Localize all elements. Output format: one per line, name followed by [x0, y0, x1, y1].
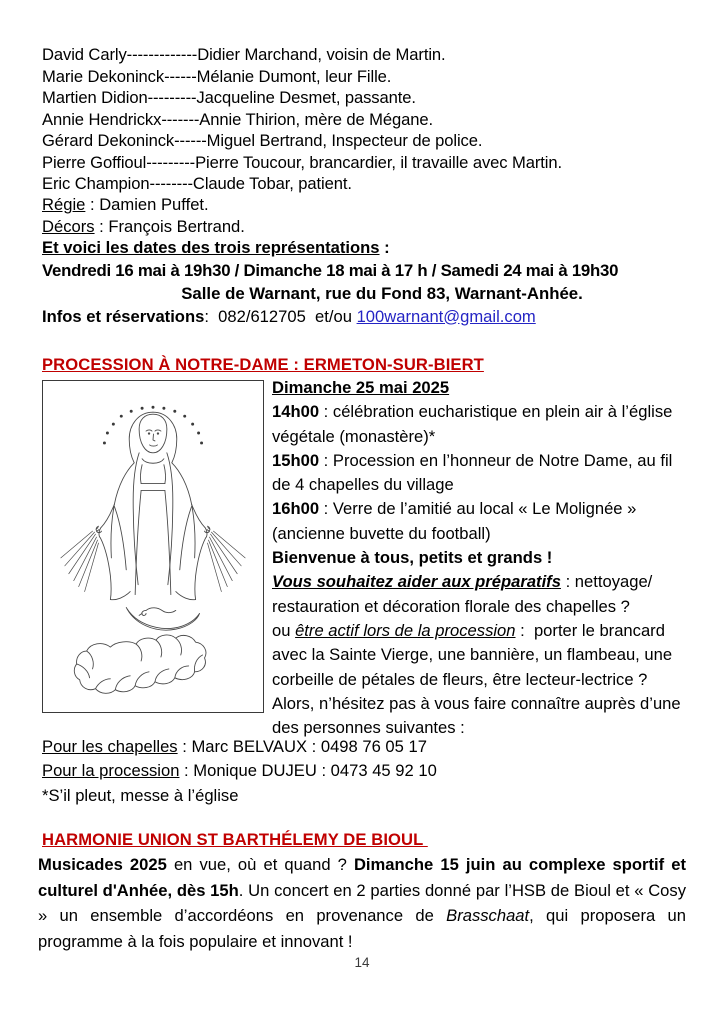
harmonie-text-1: en vue, où et quand ? — [166, 855, 354, 874]
harmonie-section-heading: HARMONIE UNION ST BARTHÉLEMY DE BIOUL — [42, 830, 428, 849]
harmonie-text-3: , qui proposera un programme à la fois populaire et innovant ! — [38, 906, 686, 951]
help-text: : nettoyage/ restauration et décoration florale des chapelles ? — [272, 572, 657, 616]
procession-item — [272, 400, 692, 449]
page-number: 14 — [354, 955, 370, 970]
virgin-mary-icon — [43, 381, 263, 712]
procession-contacts — [42, 735, 692, 808]
credits-block — [42, 194, 692, 329]
cast-line: Gérard Dekoninck------Miguel Bertrand, Inspecteur de police. — [42, 131, 483, 150]
procession-section-heading: PROCESSION À NOTRE-DAME : ERMETON-SUR-BIERT — [42, 355, 484, 374]
closing-line: Alors, n’hésitez pas à vous faire connaître auprès d’une des personnes suivantes : — [272, 693, 686, 738]
email-link[interactable]: 100warnant@gmail.com — [356, 306, 536, 326]
decors-value: : François Bertrand. — [94, 216, 245, 236]
musicades-title: Musicades 2025 — [38, 855, 167, 874]
item-text: : Verre de l’amitié au local « Le Molignée » (ancienne buvette du football) — [272, 499, 641, 543]
rain-footnote: *S’il pleut, messe à l’église — [42, 785, 239, 805]
decors-label: Décors — [42, 216, 95, 236]
brasschaat-name: Brasschaat — [446, 906, 530, 925]
active-text: : porter le brancard avec la Sainte Vierge, une bannière, un flambeau, une corbeille de pétales de fleurs, être lecteur-lectrice ? — [272, 620, 677, 689]
help-label: Vous souhaitez aider aux préparatifs — [272, 572, 561, 592]
regie-line — [42, 194, 692, 216]
item-text: : Procession en l’honneur de Notre Dame, au fil de 4 chapelles du village — [272, 450, 677, 495]
regie-label: Régie — [42, 195, 86, 214]
infos-label: Infos et réservations — [42, 306, 205, 326]
cast-list — [42, 44, 692, 195]
cast-line: Pierre Goffioul---------Pierre Toucour, brancardier, il travaille avec Martin. — [42, 152, 562, 172]
performance-dates: Vendredi 16 mai à 19h30 / Dimanche 18 mai à 17 h / Samedi 24 mai à 19h30 — [42, 260, 619, 280]
item-time: 14h00 — [272, 402, 320, 422]
contact-value: : Marc BELVAUX : 0498 76 05 17 — [177, 737, 427, 756]
cast-line: David Carly-------------Didier Marchand, voisin de Martin. — [42, 45, 446, 64]
procession-item — [272, 497, 692, 546]
decors-line — [42, 216, 692, 238]
procession-item — [272, 449, 692, 498]
contact-line — [42, 759, 692, 783]
procession-date: Dimanche 25 mai 2025 — [272, 378, 450, 397]
cast-line: Marie Dekoninck------Mélanie Dumont, leur Fille. — [42, 66, 392, 86]
harmonie-text-2: . Un concert en 2 parties donné par l’HSB de Bioul et « Cosy » un ensemble d’accordéons en provenance de — [38, 880, 687, 925]
item-text: : célébration eucharistique en plein air à l’église végétale (monastère)* — [272, 402, 677, 446]
contact-value: : Monique DUJEU : 0473 45 92 10 — [179, 761, 437, 781]
dates-intro-suffix: : — [379, 238, 390, 257]
contact-line — [42, 735, 692, 759]
item-time: 15h00 — [272, 450, 320, 470]
help-preparations-line — [272, 570, 692, 619]
regie-value: : Damien Puffet. — [85, 195, 209, 214]
welcome-line: Bienvenue à tous, petits et grands ! — [272, 548, 553, 568]
item-time: 16h00 — [272, 499, 320, 519]
active-label: être actif lors de la procession — [295, 620, 516, 640]
contact-label: Pour la procession — [42, 761, 180, 781]
or-prefix: ou — [272, 620, 296, 640]
procession-details — [272, 376, 692, 740]
active-procession-line — [272, 619, 692, 692]
notre-dame-image-frame — [42, 380, 264, 713]
harmonie-date-place: Dimanche 15 juin au complexe sportif et culturel d'Anhée, dès 15h — [38, 855, 687, 900]
dates-intro-label: Et voici les dates des trois représentations — [42, 238, 380, 257]
infos-value: : 082/612705 et/ou — [204, 306, 357, 326]
cast-line: Martien Didion---------Jacqueline Desmet, passante. — [42, 88, 416, 107]
harmonie-paragraph — [38, 852, 686, 954]
venue-address: Salle de Warnant, rue du Fond 83, Warnant-Anhée. — [181, 283, 583, 303]
contact-label: Pour les chapelles — [42, 737, 178, 756]
dates-intro-line — [42, 237, 692, 259]
cast-line: Eric Champion--------Claude Tobar, patient. — [42, 174, 352, 193]
infos-reservations-line — [42, 305, 692, 329]
cast-line: Annie Hendrickx-------Annie Thirion, mère de Mégane. — [42, 109, 434, 129]
